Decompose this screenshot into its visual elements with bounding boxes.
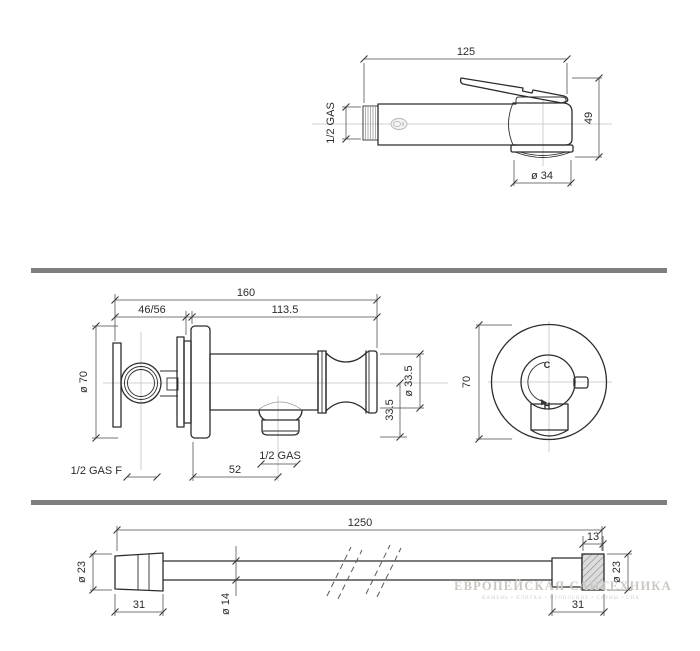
mixer-total-length-label: 160 <box>236 287 256 299</box>
handshower-height-label: 49 <box>583 111 595 125</box>
holder-diameter-label: ø 33.5 <box>403 365 415 397</box>
inlet-thread-label: 1/2 GAS F <box>70 465 122 477</box>
hose-break-marks <box>327 545 401 599</box>
handshower-length-label: 125 <box>456 46 476 58</box>
head-diameter-label: ø 34 <box>530 170 554 182</box>
mixer-front-drawing <box>461 321 612 452</box>
handshower-thread-label: 1/2 GAS <box>325 102 337 144</box>
outlet-spacing-label: 52 <box>228 464 242 476</box>
cone-diameter-label: ø 23 <box>76 560 88 584</box>
front-diameter-label: 70 <box>461 375 473 389</box>
dim-cone-length <box>112 594 167 616</box>
wall-bracket-bar <box>113 343 121 427</box>
watermark <box>454 579 672 601</box>
hose-length-label: 1250 <box>347 517 373 529</box>
spray-cap <box>511 145 573 152</box>
dim-head-diameter <box>511 160 575 187</box>
nut-diameter-label: ø 23 <box>611 560 623 584</box>
handshower-thread <box>363 106 378 140</box>
nut-assembly-length-label: 31 <box>571 599 585 611</box>
dim-flange-diameter <box>78 323 118 442</box>
hot-mark-label: H <box>543 401 551 411</box>
watermark-title: ЕВРОПЕЙСКАЯ САНТЕХНИКА <box>454 579 672 593</box>
dim-handshower-height <box>572 75 603 161</box>
separator-bar-bottom <box>31 500 667 505</box>
flange-diameter-label: ø 70 <box>78 370 90 394</box>
mixer-side-drawing <box>71 287 448 481</box>
hose-cone-fitting <box>115 553 163 591</box>
mixer-body <box>210 354 318 410</box>
brand-logo-mark <box>391 119 407 130</box>
handset-holder <box>318 351 377 413</box>
tube-diameter-label: ø 14 <box>220 592 232 616</box>
cone-length-label: 31 <box>132 599 146 611</box>
hose-tube <box>163 561 552 580</box>
handshower-lever <box>461 78 568 103</box>
dim-inlet-thread <box>71 465 161 481</box>
wall-range-label: 46/56 <box>138 304 166 316</box>
outlet-thread-label: 1/2 GAS <box>259 450 301 462</box>
hose-drawing <box>76 517 632 616</box>
front-crosshair <box>488 321 612 452</box>
mount-plate-2 <box>184 341 191 423</box>
knob-tab <box>574 377 588 388</box>
separator-bar-top <box>31 268 667 273</box>
dim-handshower-length <box>361 46 571 103</box>
dim-nut-width <box>580 531 607 551</box>
handshower-drawing <box>312 46 612 187</box>
dim-mixer-total-length <box>112 287 381 348</box>
nut-width-label: 13 <box>586 531 600 543</box>
dim-handshower-thread <box>325 102 361 144</box>
outlet-spout <box>258 402 302 435</box>
dim-cone-diameter <box>76 551 112 594</box>
watermark-subtitle: КАМЕНЬ • ПЛИТКА • ОТОПЛЕНИЕ • САУНЫ • СПА <box>482 596 640 601</box>
dim-hose-length <box>114 517 606 551</box>
cold-mark-label: C <box>543 360 551 370</box>
dim-mixer-segments <box>112 304 381 335</box>
wall-flange <box>191 326 210 438</box>
outlet-drop-label: 33.5 <box>384 399 396 421</box>
ring-connector <box>160 371 178 396</box>
body-length-label: 113.5 <box>271 304 299 316</box>
dim-outlet-thread <box>258 450 301 468</box>
